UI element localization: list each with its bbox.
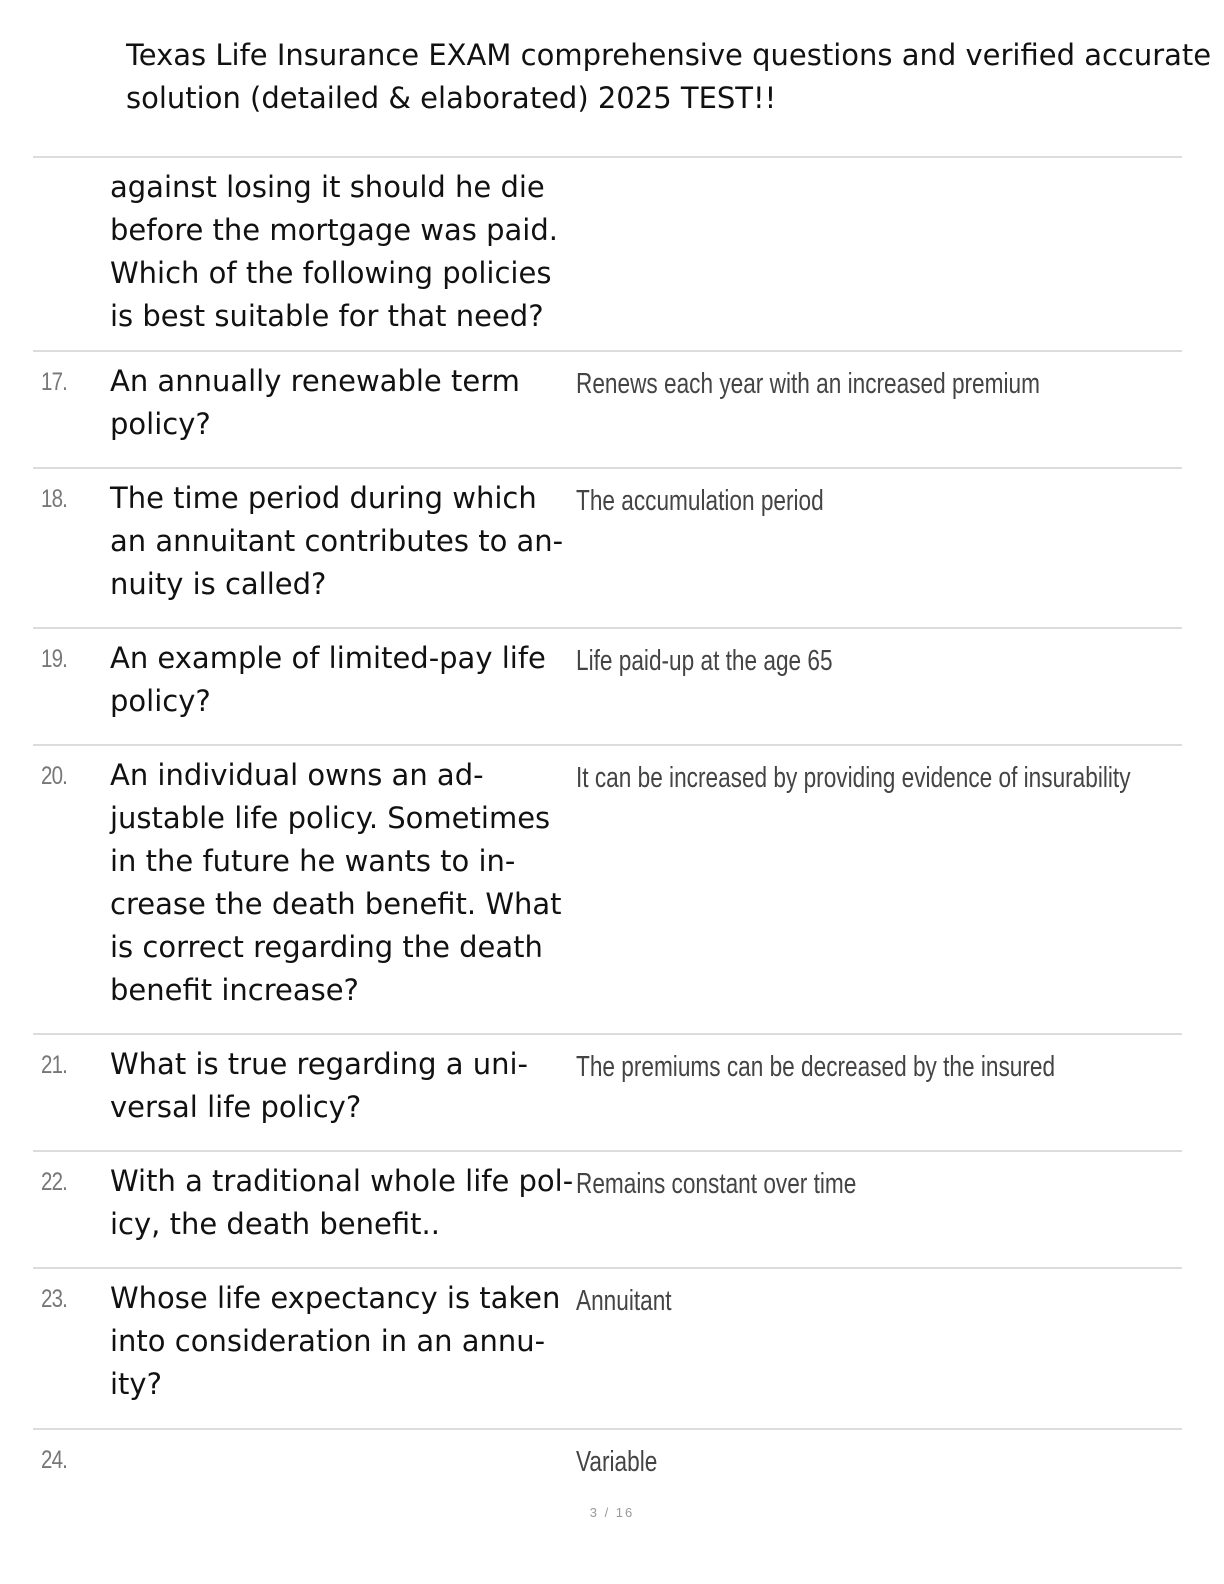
- question-number: 22.: [41, 1168, 68, 1196]
- table-row: [33, 627, 1182, 744]
- answer-text: Remains constant over time: [576, 1168, 857, 1200]
- question-number: 18.: [41, 485, 68, 513]
- question-number: 21.: [41, 1051, 68, 1079]
- answer-text: The premiums can be decreased by the insured: [576, 1051, 1056, 1083]
- table-row: [33, 467, 1182, 627]
- table-row: [33, 350, 1182, 467]
- table-row: [33, 1033, 1182, 1150]
- question-text: against losing it should he die before the mortgage was paid. Which of the following policies is best suitable for that need?: [110, 170, 558, 333]
- question-text: The time period during which an annuitant contributes to an- nuity is called?: [110, 481, 564, 601]
- answer-text: It can be increased by providing evidence of insurability: [576, 762, 1131, 794]
- header-title-line-1: Texas Life Insurance EXAM comprehensive questions and verified accurate: [126, 38, 1212, 72]
- question-text: An individual owns an ad- justable life policy. Sometimes in the future he wants to in- crease the death benefit. What is correct regarding the death benefit increase?: [110, 758, 562, 1007]
- question-number: 24.: [41, 1446, 68, 1474]
- question-number: 19.: [41, 645, 68, 673]
- document-header: [126, 34, 1224, 120]
- table-row: [33, 1428, 1182, 1498]
- question-number: 20.: [41, 762, 68, 790]
- answer-text: Renews each year with an increased premium: [576, 368, 1040, 400]
- table-row: [33, 1267, 1182, 1428]
- question-text: Whose life expectancy is taken into consideration in an annu- ity?: [110, 1281, 561, 1401]
- answer-text: The accumulation period: [576, 485, 824, 517]
- header-title-line-2: solution (detailed & elaborated) 2025 TEST!!: [126, 81, 777, 115]
- answer-text: Life paid-up at the age 65: [576, 645, 833, 677]
- question-number: 23.: [41, 1285, 68, 1313]
- question-text: An example of limited-pay life policy?: [110, 641, 546, 718]
- question-number: 17.: [41, 368, 68, 396]
- answer-text: Variable: [576, 1446, 658, 1478]
- question-text: With a traditional whole life pol- icy, the death benefit..: [110, 1164, 574, 1241]
- question-text: An annually renewable term policy?: [110, 364, 520, 441]
- qa-table: [33, 156, 1182, 1498]
- page-number: 3 / 16: [589, 1505, 635, 1520]
- table-row: [33, 744, 1182, 1033]
- table-row: [33, 156, 1182, 350]
- table-row: [33, 1150, 1182, 1267]
- answer-text: Annuitant: [576, 1285, 672, 1317]
- question-text: What is true regarding a uni- versal life policy?: [110, 1047, 528, 1124]
